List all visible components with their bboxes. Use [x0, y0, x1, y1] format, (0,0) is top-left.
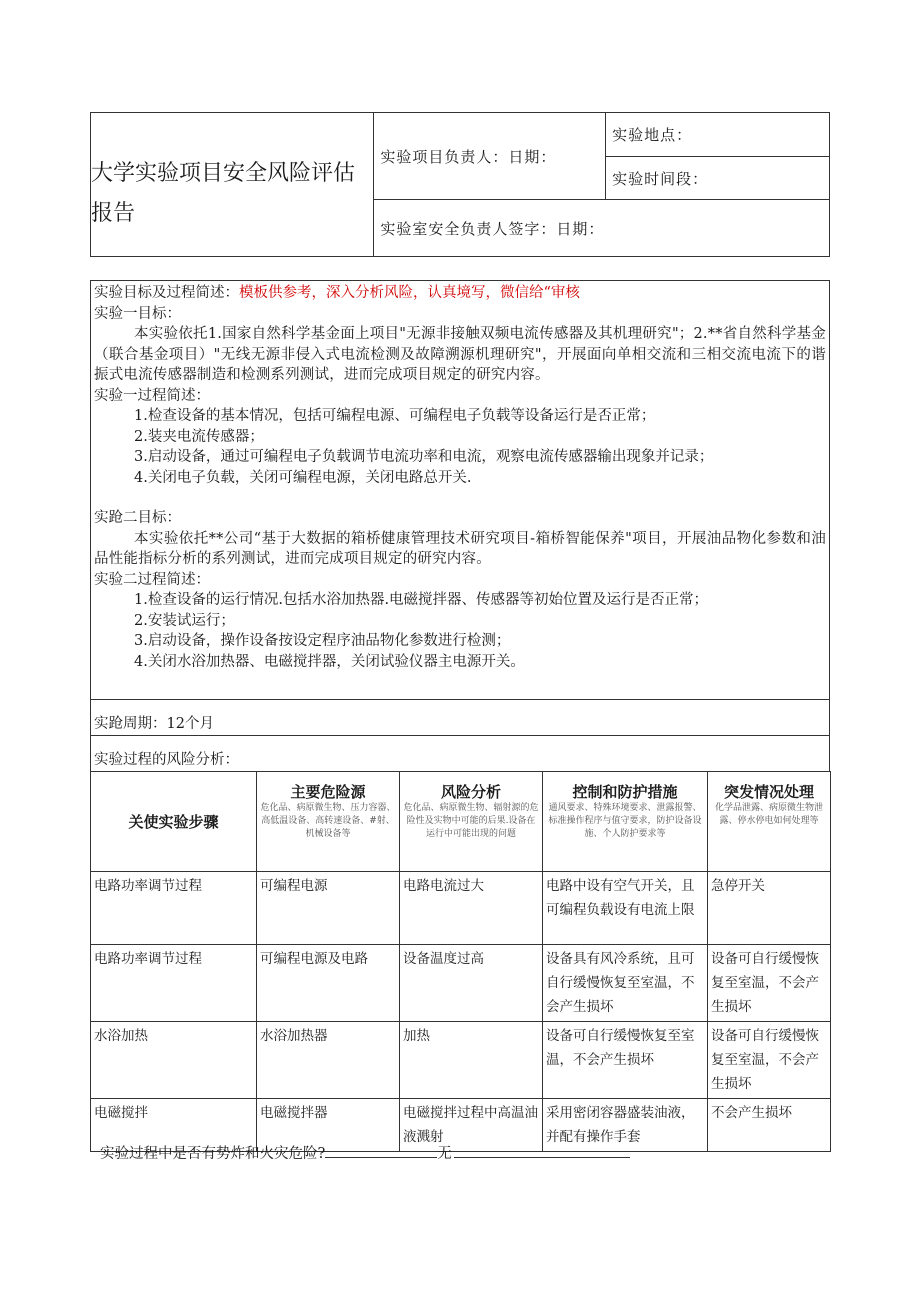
cell-step: 水浴加热 — [91, 1022, 257, 1099]
exp2-process-label: 实验二过程简述： — [94, 571, 210, 588]
project-leader-field: 实验项目负责人：日期： — [374, 113, 606, 200]
time-period-field: 实验时间段： — [606, 157, 830, 200]
exp1-goal-label: 实验一目标： — [94, 305, 181, 322]
cell-step: 电路功率调节过程 — [91, 872, 257, 945]
table-row — [91, 872, 831, 945]
header-control: 控制和防护措施 通风要求、特殊环境要求、泄露报警、标准操作程序与值守要求，防护设备设施、个人防护要求等 — [543, 772, 708, 872]
header-analysis: 风险分析 危化品、病原微生物、辐射源的危险性及实物中可能的后果.设备在运行中可能出现的问题 — [400, 772, 543, 872]
experiment-period: 实跄周期：12个月 — [90, 700, 830, 736]
exp1-step: 3.启动设备，通过可编程电子负载调节电流功率和电流，观察电流传感器输出现象并记录； — [134, 449, 714, 465]
cell-analysis: 电磁搅拌过程中高温油液溅射 — [400, 1099, 543, 1152]
exp2-goal-label: 实跄二目标： — [94, 510, 181, 526]
table-row — [91, 945, 831, 1022]
template-note: 模板供参考，深入分析风险，认真境写，微信给“审核 — [239, 285, 580, 301]
overview-line — [94, 283, 826, 304]
fire-explosion-question — [100, 1142, 630, 1163]
cell-hazard: 电磁搅拌器 — [257, 1099, 400, 1152]
answer-text: 无 — [437, 1146, 452, 1162]
cell-control: 电路中设有空气开关，且可编程负载设有电流上限 — [543, 872, 708, 945]
header-emergency: 突发情况处理 化学品泄露、病原微生物泄露、停水停电如何处理等 — [708, 772, 831, 872]
cell-hazard: 可编程电源及电路 — [257, 945, 400, 1022]
cell-hazard: 水浴加热器 — [257, 1022, 400, 1099]
exp1-step: 2.装夹电流传感器； — [134, 428, 264, 445]
exp1-process-label: 实验一过程简述： — [94, 387, 210, 404]
cell-emergency: 设备可自行缓慢恢复至室温，不会产生损坏 — [708, 945, 831, 1022]
exp2-step: 4.关闭水浴加热器、电磁搅拌器，关闭试验仪器主电源开关。 — [134, 653, 525, 670]
cell-hazard: 可编程电源 — [257, 872, 400, 945]
cell-emergency: 不会产生损坏 — [708, 1099, 831, 1152]
report-title-cell — [91, 113, 374, 257]
exp2-step: 3.启动设备，操作设备按设定程序油品物化参数进行检测； — [134, 633, 511, 649]
cell-emergency: 设备可自行缓慢恢复至室温，不会产生损坏 — [708, 1022, 831, 1099]
cell-control: 采用密闭容器盛装油液，并配有操作手套 — [543, 1099, 708, 1152]
header-hazard: 主要危险源 危化品、病原微生物、压力容器、高低温设备、高转速设备、#射、机械设备等 — [257, 772, 400, 872]
answer-underline — [325, 1143, 437, 1158]
risk-table-header-row — [91, 772, 831, 872]
risk-analysis-table — [90, 771, 831, 1152]
report-header-table — [90, 112, 830, 257]
exp2-step: 2.安装试运行； — [134, 612, 235, 629]
cell-analysis: 设备温度过高 — [400, 945, 543, 1022]
location-field: 实验地点： — [606, 113, 830, 157]
header-step: 关使实验步骤 — [91, 772, 257, 872]
exp2-step: 1.检查设备的运行情况.包括水浴加热器.电磁搅拌器、传感器等初始位置及运行是否正常； — [134, 592, 709, 608]
cell-step: 电路功率调节过程 — [91, 945, 257, 1022]
cell-control: 设备具有风冷系统，且可自行缓慢恢复至室温，不会产生损坏 — [543, 945, 708, 1022]
cell-step: 电磁搅拌 — [91, 1099, 257, 1152]
table-row — [91, 1022, 831, 1099]
report-title: 大学实验项目安全风险评估 报告 — [91, 160, 356, 226]
experiment-description — [90, 280, 830, 700]
cell-emergency: 急停开关 — [708, 872, 831, 945]
overview-label: 实验目标及过程简述： — [94, 285, 239, 301]
cell-analysis: 加热 — [400, 1022, 543, 1099]
exp2-goal-text: 本实验依托**公司“基于大数据的箱桥健康管理技术研究项目-箱桥智能保养"项目，开展油品物化参数和油品性能指标分析的系列测试，进而完成项目规定的研究内容。 — [94, 530, 826, 567]
lab-safety-sign-field: 实验室安全负责人签字：日期： — [374, 200, 830, 257]
cell-analysis: 电路电流过大 — [400, 872, 543, 945]
question-text: 实验过程中是否有势炸和火灾危险? — [100, 1146, 326, 1162]
exp1-step: 4.关闭电子负载，关闭可编程电源，关闭电路总开关. — [134, 469, 472, 486]
exp1-step: 1.检查设备的基本情况，包括可编程电源、可编程电子负载等设备运行是否正常； — [134, 408, 656, 424]
exp1-goal-text: 本实验依托1.国家自然科学基金面上项目"无源非接触双频电流传感器及其机理研究"；2.**省自然科学基金（联合基金项目）"无线无源非侵入式电流检测及故障溯源机理研究"，开展面向单相交流和三相交流电流下的谐振式电流传感器制造和检测系列测试，进而完成项目规定的研究内容。 — [94, 326, 826, 383]
risk-analysis-heading: 实验过程的风险分析： — [90, 736, 830, 772]
cell-control: 设备可自行缓慢恢复至室温，不会产生损坏 — [543, 1022, 708, 1099]
answer-underline — [454, 1143, 630, 1158]
